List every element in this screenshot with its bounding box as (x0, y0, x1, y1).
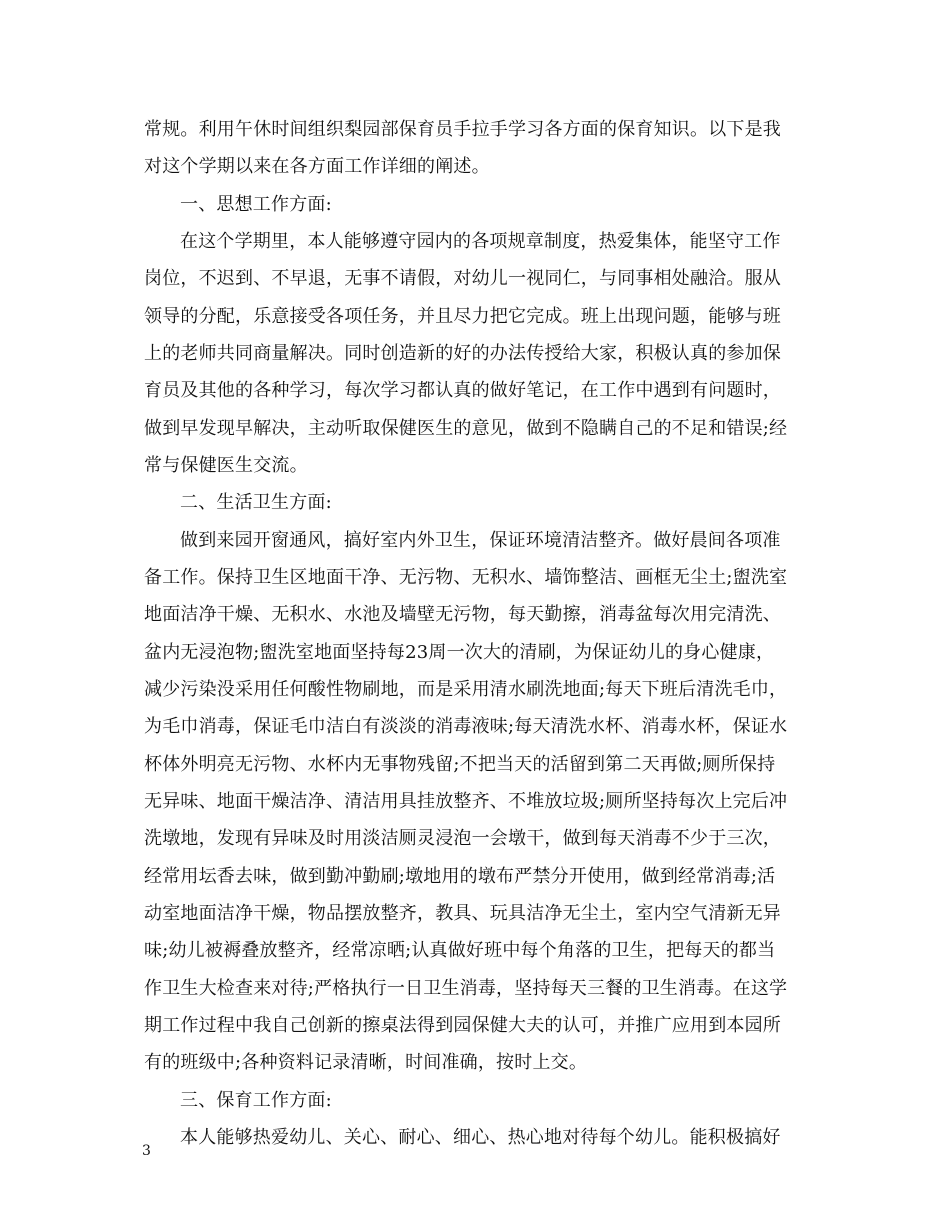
text-line: 动室地面洁净干燥，物品摆放整齐，教具、玩具洁净无尘土，室内空气清新无异 (144, 903, 781, 924)
text-line: 做到来园开窗通风，搞好室内外卫生，保证环境清洁整齐。做好晨间各项准 (180, 530, 781, 551)
text-line: 作卫生大检查来对待;严格执行一日卫生消毒，坚持每天三餐的卫生消毒。在这学 (144, 978, 788, 999)
page-number: 3 (142, 1143, 151, 1159)
text-line: 地面洁净干燥、无积水、水池及墙壁无污物，每天勤擦，消毒盆每次用完清洗、 (144, 604, 781, 625)
text-line: 味;幼儿被褥叠放整齐，经常凉晒;认真做好班中每个角落的卫生，把每天的都当 (144, 940, 776, 961)
text-line: 做到早发现早解决，主动听取保健医生的意见，做到不隐瞒自己的不足和错误;经 (144, 418, 788, 439)
text-line: 备工作。保持卫生区地面干净、无污物、无积水、墙饰整洁、画框无尘土;盥洗室 (144, 567, 788, 588)
text-line: 减少污染没采用任何酸性物刷地，而是采用清水刷洗地面;每天下班后清洗毛巾， (144, 679, 788, 700)
text-line: 经常用坛香去味，做到勤冲勤刷;墩地用的墩布严禁分开使用，做到经常消毒;活 (144, 866, 776, 887)
text-line: 本人能够热爱幼儿、关心、耐心、细心、热心地对待每个幼儿。能积极搞好 (180, 1127, 781, 1148)
section-heading: 二、生活卫生方面: (180, 492, 332, 513)
text-line: 常与保健医生交流。 (144, 455, 308, 476)
text-line: 无异味、地面干燥洁净、清洁用具挂放整齐、不堆放垃圾;厕所坚持每次上完后冲 (144, 791, 788, 812)
text-line: 上的老师共同商量解决。同时创造新的好的办法传授给大家，积极认真的参加保 (144, 343, 781, 364)
text-line: 杯体外明亮无污物、水杯内无事物残留;不把当天的活留到第二天再做;厕所保持 (144, 754, 776, 775)
section-heading: 三、保育工作方面: (180, 1090, 332, 1111)
text-line: 有的班级中;各种资料记录清晰，时间准确，按时上交。 (144, 1052, 588, 1073)
text-line: 对这个学期以来在各方面工作详细的阐述。 (144, 156, 490, 177)
text-line: 盆内无浸泡物;盥洗室地面坚持每23周一次大的清刷，为保证幼儿的身心健康， (144, 642, 775, 663)
text-line: 领导的分配，乐意接受各项任务，并且尽力把它完成。班上出现问题，能够与班 (144, 306, 781, 327)
text-line: 育员及其他的各种学习，每次学习都认真的做好笔记，在工作中遇到有问题时， (144, 380, 781, 401)
section-heading: 一、思想工作方面: (180, 194, 332, 215)
text-line: 岗位，不迟到、不早退，无事不请假，对幼儿一视同仁，与同事相处融洽。服从 (144, 268, 781, 289)
text-line: 常规。利用午休时间组织梨园部保育员手拉手学习各方面的保育知识。以下是我 (144, 119, 781, 140)
text-line: 期工作过程中我自己创新的擦桌法得到园保健大夫的认可，并推广应用到本园所 (144, 1015, 781, 1036)
text-line: 在这个学期里，本人能够遵守园内的各项规章制度，热爱集体，能坚守工作 (180, 231, 781, 252)
text-line: 洗墩地，发现有异味及时用淡洁厕灵浸泡一会墩干，做到每天消毒不少于三次， (144, 828, 781, 849)
text-line: 为毛巾消毒，保证毛巾洁白有淡淡的消毒液味;每天清洗水杯、消毒水杯，保证水 (144, 716, 788, 737)
